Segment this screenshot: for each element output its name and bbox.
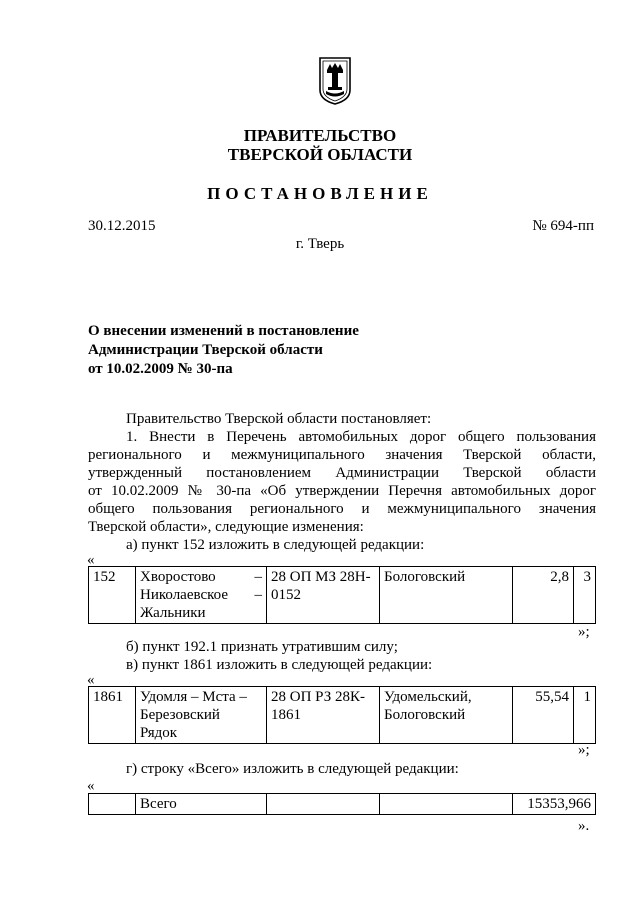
district-line: Удомельский, xyxy=(384,689,472,705)
cell-category: 3 xyxy=(574,567,596,624)
road-name-line: Жальники xyxy=(140,605,206,621)
cell-road-code xyxy=(267,687,380,744)
item1-line: утвержденный постановлением Администрации Тверской области xyxy=(88,465,596,481)
sub-item-b: б) пункт 192.1 признать утратившим силу; xyxy=(126,639,398,655)
cell-number: 152 xyxy=(89,567,136,624)
close-quote: »; xyxy=(578,742,590,758)
cell-road-code xyxy=(267,794,380,815)
item1-line: от 10.02.2009 № 30-па «Об утверждении Перечня автомобильных дорог xyxy=(88,483,596,499)
org-title-line2: ТВЕРСКОЙ ОБЛАСТИ xyxy=(227,145,413,164)
cell-length: 2,8 xyxy=(513,567,574,624)
cell-district: Бологовский xyxy=(380,567,513,624)
road-name-line: Рядок xyxy=(140,725,178,741)
table-row xyxy=(89,567,596,624)
cell-total-length: 15353,966 xyxy=(513,794,596,815)
table-row xyxy=(89,794,596,815)
cell-road-code xyxy=(267,567,380,624)
document-type: ПОСТАНОВЛЕНИЕ xyxy=(207,184,433,203)
document-city: г. Тверь xyxy=(295,236,345,252)
total-table xyxy=(88,793,596,815)
document-date: 30.12.2015 xyxy=(88,218,156,234)
road-code-line: 28 ОП РЗ 28К- xyxy=(271,689,365,705)
open-quote: « xyxy=(87,672,95,688)
item1-line: регионального и межмуниципального значения Тверской области, xyxy=(88,447,596,463)
subject-line: О внесении изменений в постановление xyxy=(88,323,359,339)
item1-line: общего пользования регионального и межмуниципального значения xyxy=(88,501,596,517)
cell-road-name xyxy=(136,567,267,624)
item1-line: Тверской области», следующие изменения: xyxy=(88,519,364,535)
road-table-1861 xyxy=(88,686,596,744)
open-quote: « xyxy=(87,778,95,794)
road-code-line: 1861 xyxy=(271,707,301,723)
road-name-line: Удомля – Мста – xyxy=(140,689,247,705)
sub-item-c: в) пункт 1861 изложить в следующей редакции: xyxy=(126,657,433,673)
subject-line: Администрации Тверской области xyxy=(88,342,323,358)
road-table-152 xyxy=(88,566,596,624)
road-code-line: 0152 xyxy=(271,587,301,603)
cell-district xyxy=(380,794,513,815)
item1-line: 1. Внести в Перечень автомобильных дорог общего пользования xyxy=(126,429,596,445)
sub-item-a: а) пункт 152 изложить в следующей редакции: xyxy=(126,537,425,553)
road-code-line: 28 ОП МЗ 28Н- xyxy=(271,569,371,585)
document-number: № 694-пп xyxy=(532,218,594,234)
org-title-line1: ПРАВИТЕЛЬСТВО xyxy=(243,126,397,145)
subject-line: от 10.02.2009 № 30-па xyxy=(88,361,233,377)
cell-road-name xyxy=(136,687,267,744)
cell-number xyxy=(89,794,136,815)
road-name-line: Хворостово – xyxy=(140,569,262,585)
cell-total-label: Всего xyxy=(136,794,267,815)
road-name-line: Березовский xyxy=(140,707,220,723)
cell-category: 1 xyxy=(574,687,596,744)
item1-paragraph xyxy=(88,428,596,536)
intro-paragraph: Правительство Тверской области постановляет: xyxy=(126,411,432,427)
cell-number: 1861 xyxy=(89,687,136,744)
cell-district xyxy=(380,687,513,744)
document-subject xyxy=(88,322,359,379)
district-line: Бологовский xyxy=(384,707,466,723)
open-quote: « xyxy=(87,552,95,568)
close-quote: »; xyxy=(578,624,590,640)
close-quote-final: ». xyxy=(578,818,590,834)
cell-length: 55,54 xyxy=(513,687,574,744)
table-row xyxy=(89,687,596,744)
road-name-line: Николаевское – xyxy=(140,587,262,603)
coat-of-arms-icon xyxy=(318,56,352,106)
sub-item-g: г) строку «Всего» изложить в следующей редакции: xyxy=(126,761,459,777)
